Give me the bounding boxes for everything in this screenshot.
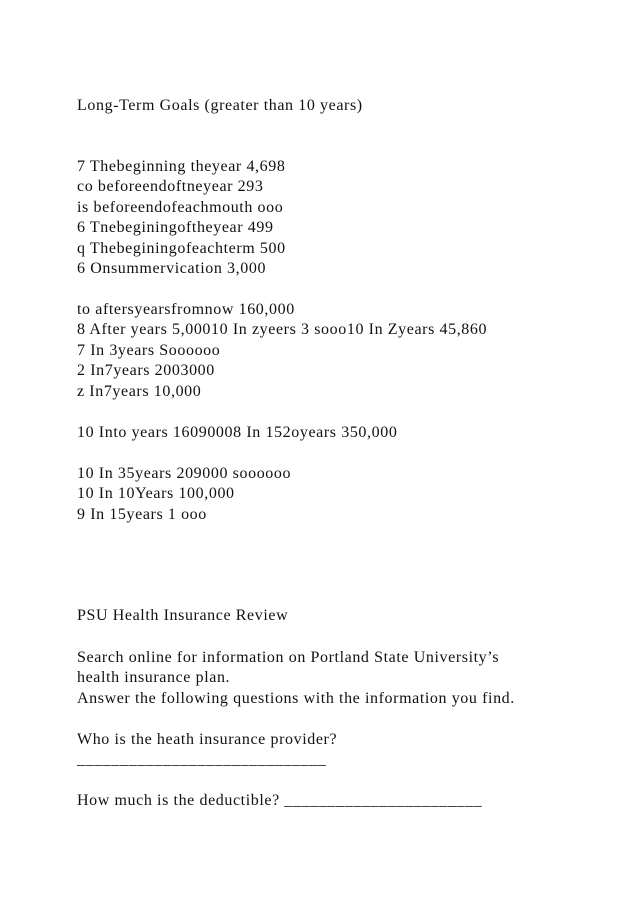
goal-line: to aftersyearsfromnow 160,000 [77, 301, 295, 318]
instruction-line: health insurance plan. [77, 669, 231, 686]
goal-line: co beforeendoftneyear 293 [77, 178, 264, 195]
instruction-line: Search online for information on Portland State University’s [77, 649, 500, 666]
goal-line: 6 Tnebeginingoftheyear 499 [77, 219, 274, 236]
answer-blank-provider: _____________________________ [77, 751, 327, 768]
goal-line: 2 In7years 2003000 [77, 362, 215, 379]
goal-line: 6 Onsummervication 3,000 [77, 260, 267, 277]
goal-line: 10 Into years 16090008 In 152oyears 350,000 [77, 424, 398, 441]
goal-line: 7 In 3years Soooooo [77, 342, 221, 359]
goal-line: 10 In 10Years 100,000 [77, 485, 235, 502]
goal-line: is beforeendofeachmouth ooo [77, 199, 284, 216]
question-provider: Who is the heath insurance provider? [77, 731, 338, 748]
goal-line: z In7years 10,000 [77, 383, 202, 400]
goal-line: 10 In 35years 209000 soooooo [77, 465, 292, 482]
goal-line: 9 In 15years 1 ooo [77, 506, 207, 523]
question-deductible: How much is the deductible? _______________________ [77, 792, 483, 809]
goal-line: 8 After years 5,00010 In zyeers 3 sooo10 In Zyears 45,860 [77, 321, 488, 338]
long-term-goals-heading: Long-Term Goals (greater than 10 years) [77, 97, 363, 114]
instruction-line: Answer the following questions with the information you find. [77, 690, 515, 707]
section-title: PSU Health Insurance Review [77, 607, 289, 624]
goal-line: 7 Thebeginning theyear 4,698 [77, 158, 286, 175]
goal-line: q Thebeginingofeachterm 500 [77, 240, 286, 257]
